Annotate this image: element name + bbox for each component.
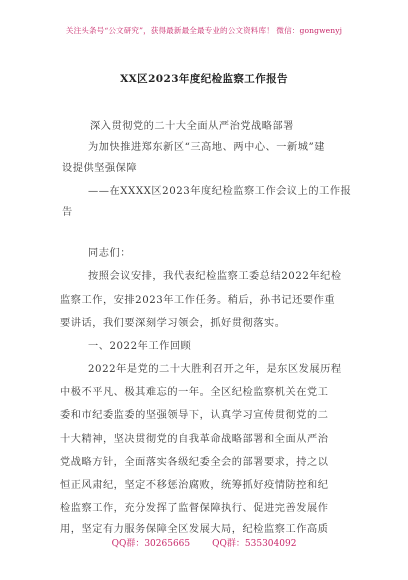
body-line: 2022年是党的二十大胜利召开之年，是东区发展历程 bbox=[88, 364, 342, 375]
salutation: 同志们： bbox=[88, 248, 131, 259]
body-line: 恒正风肃纪，坚定不移惩治腐败，统筹抓好疫情防控和纪 bbox=[60, 480, 329, 491]
footer-qq-group-1: QQ群：30265665 bbox=[111, 539, 191, 549]
footer-qq-group-2: QQ群：535304092 bbox=[212, 539, 297, 549]
document-title: XX区2023年度纪检监察工作报告 bbox=[120, 73, 288, 85]
body-line: 监察工作，安排2023年工作任务。稍后，孙书记还要作重 bbox=[60, 295, 336, 306]
body-line: 检监察工作，充分发挥了监督保障执行、促进完善发展作 bbox=[60, 503, 329, 514]
body-line: 用，坚定有力服务保障全区发展大局，纪检监察工作高质 bbox=[60, 524, 329, 535]
body-line: 按照会议安排，我代表纪检监察工委总结2022年纪检 bbox=[88, 271, 342, 282]
speech-context-line: 告 bbox=[62, 207, 73, 218]
footer-contact bbox=[0, 536, 408, 549]
section-heading: 一、2022年工作回顾 bbox=[88, 341, 192, 352]
subtitle-line: 设提供坚强保障 bbox=[62, 163, 138, 174]
body-line: 委和市纪委监委的坚强领导下，认真学习宣传贯彻党的二 bbox=[60, 410, 329, 421]
header-banner: 关注头条号“公文研究”，获得最新最全最专业的公文资料库！ 微信：gongwenyj bbox=[65, 26, 343, 35]
subtitle-line: 为加快推进郑东新区“三高地、两中心、一新城”建 bbox=[88, 142, 326, 153]
subtitle-line: 深入贯彻党的二十大全面从严治党战略部署 bbox=[90, 121, 295, 132]
body-line: 要讲话，我们要深刻学习领会，抓好贯彻落实。 bbox=[60, 318, 286, 329]
speech-context-line: ——在XXXX区2023年度纪检监察工作会议上的工作报 bbox=[88, 186, 352, 197]
body-line: 十大精神，坚决贯彻党的自我革命战略部署和全面从严治 bbox=[60, 434, 329, 445]
body-line: 党战略方针，全面落实各级纪委全会的部署要求，持之以 bbox=[60, 457, 329, 468]
body-line: 中极不平凡、极其难忘的一年。全区纪检监察机关在党工 bbox=[60, 387, 329, 398]
